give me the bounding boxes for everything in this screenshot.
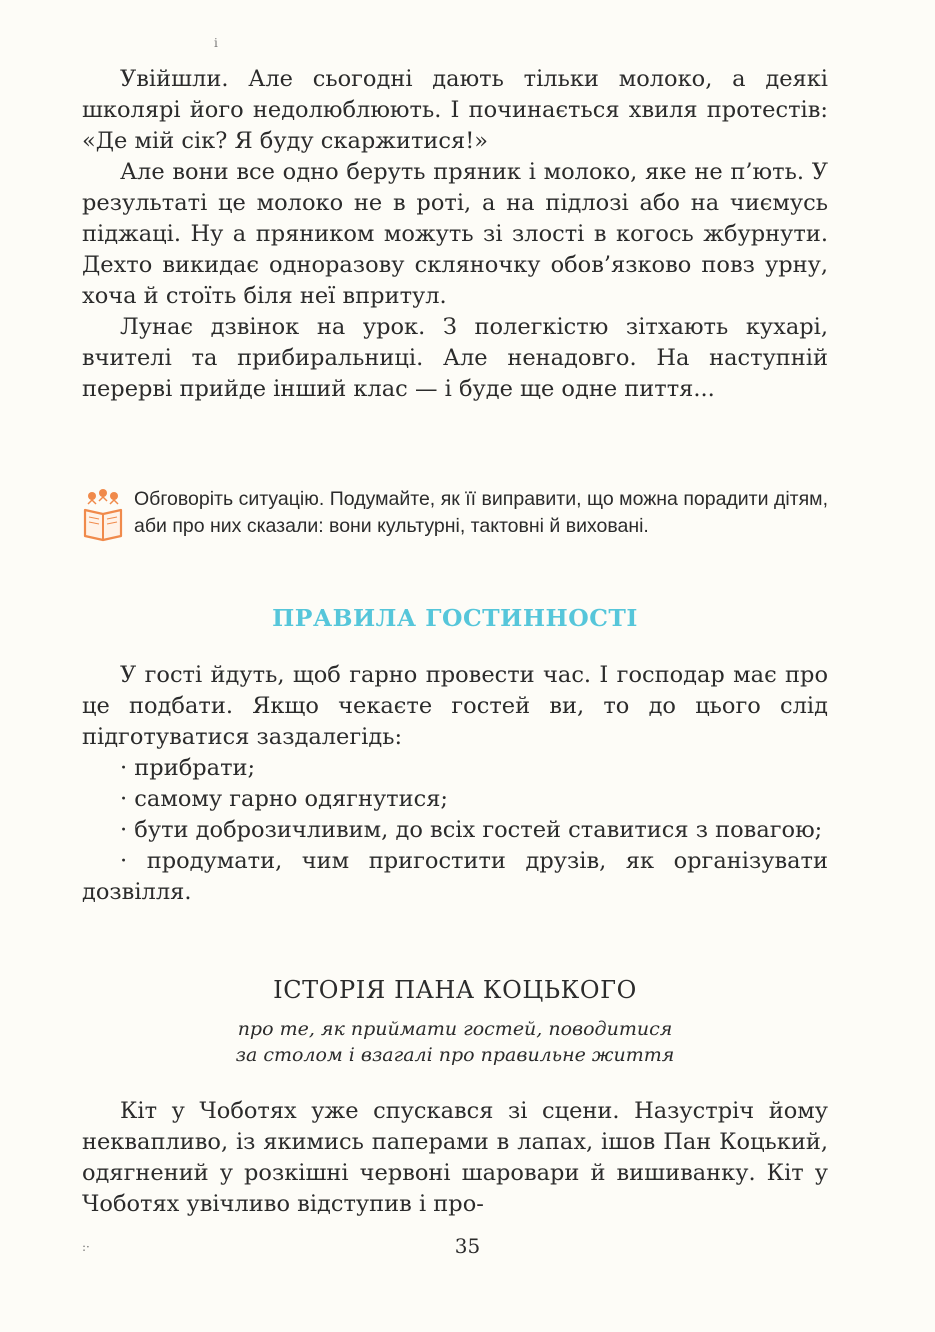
paragraph: Кіт у Чоботях уже спускався зі сцени. Назустріч йому неквапливо, із якимись паперами в лапах, ішов Пан Коцький, одягнений у розкішні червоні шаровари й вишиванку. Кіт у Чоботях увічливо відступив і про- bbox=[82, 1098, 828, 1217]
paragraph: Увійшли. Але сьогодні дають тільки молоко, а деякі школярі його недолюблюють. І починається хвиля протестів: «Де мій сік? Я буду скаржитися!» bbox=[82, 66, 828, 154]
exercise-text: Обговоріть ситуацію. Подумайте, як її виправити, що можна порадити дітям, аби про них сказали: вони культурні, тактовні й виховані. bbox=[134, 488, 828, 537]
bullet-item: · самому гарно одягнутися; bbox=[120, 786, 448, 812]
scan-mark-bottom: :· bbox=[82, 1240, 90, 1254]
opening-text bbox=[82, 64, 828, 405]
story-text bbox=[82, 1096, 828, 1220]
scan-mark-top: і bbox=[214, 36, 218, 50]
rules-intro: У гості йдуть, щоб гарно провести час. І господар має про це подбати. Якщо чекаєте гостей ви, то до цього слід підготуватися заздалегідь: bbox=[82, 662, 828, 750]
story-title: ІСТОРІЯ ПАНА КОЦЬКОГО bbox=[273, 976, 637, 1004]
hospitality-rules bbox=[82, 660, 828, 908]
paragraph: Лунає дзвінок на урок. З полегкістю зітхають кухарі, вчителі та прибиральниці. Але ненадовго. На наступній перерві прийде інший клас — і буде ще одне пиття... bbox=[82, 314, 828, 402]
paragraph: Але вони все одно беруть пряник і молоко, яке не п’ють. У результаті це молоко не в роті, а на підлозі або на чиємусь піджаці. Ну а пряником можуть зі злості в когось жбурнути. Дехто викидає одноразову скляночку обов’язково повз урну, хоча й стоїть біля неї впритул. bbox=[82, 159, 828, 309]
discussion-exercise bbox=[82, 484, 828, 576]
section-title: ПРАВИЛА ГОСТИННОСТІ bbox=[272, 604, 638, 632]
page-number: 35 bbox=[454, 1234, 481, 1258]
story-subtitle bbox=[82, 1016, 828, 1068]
bullet-item: · бути доброзичливим, до всіх гостей ставитися з повагою; bbox=[120, 817, 823, 843]
bullet-item: · прибрати; bbox=[120, 755, 256, 781]
story-subtitle-line: за столом і взагалі про правильне життя bbox=[235, 1044, 675, 1066]
bullet-item: · продумати, чим пригостити друзів, як організувати дозвілля. bbox=[82, 848, 828, 905]
story-subtitle-line: про те, як приймати гостей, поводитися bbox=[237, 1018, 673, 1040]
open-book-with-children-icon bbox=[82, 484, 124, 542]
